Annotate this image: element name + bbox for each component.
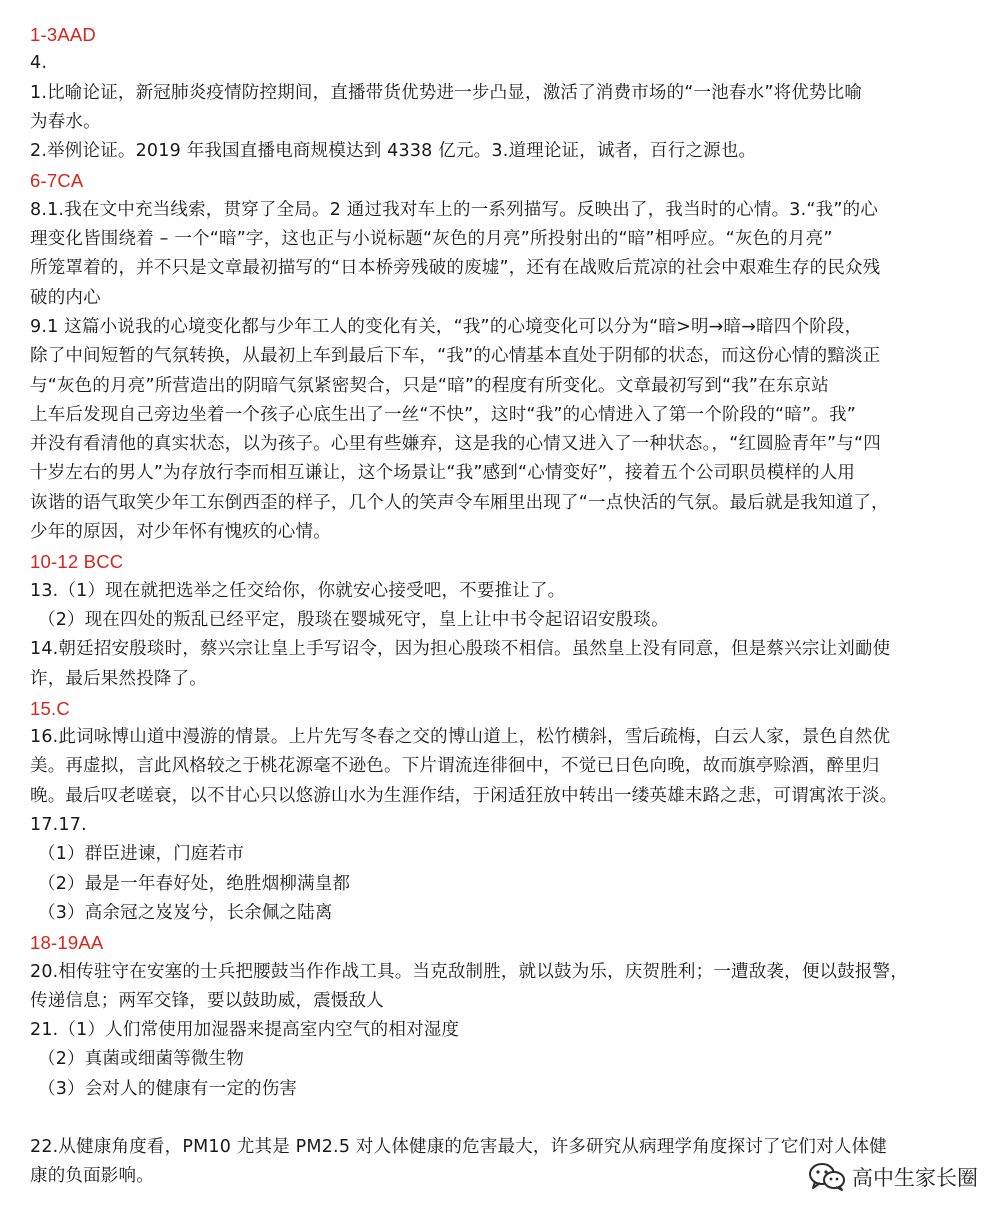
answer-lines [30, 20, 985, 1192]
answer-line: （2）真菌或细菌等微生物 [38, 1049, 245, 1070]
answer-line: （1）群臣进谏，门庭若市 [38, 844, 245, 865]
answer-line: 16.此词咏博山道中漫游的情景。上片先写冬春之交的博山道上，松竹横斜，雪后疏梅，白云人家，景色自然优 [30, 727, 891, 748]
answer-line: 22.从健康角度看，PM10 尤其是 PM2.5 对人体健康的危害最大，许多研究从病理学角度探讨了它们对人体健 [30, 1136, 887, 1157]
answer-line: 8.1.我在文中充当线索，贯穿了全局。2 通过我对车上的一系列描写。反映出了，我当时的心情。3.“我”的心 [30, 199, 879, 220]
answer-line: 十岁左右的男人”为存放行李而相互谦让，这个场景让“我”感到“心情变好”，接着五个公司职员模样的人用 [30, 463, 856, 484]
answer-line: 少年的原因，对少年怀有愧疚的心情。 [30, 522, 331, 543]
answer-line: 理变化皆围绕着 – 一个“暗”字，这也正与小说标题“灰色的月亮”所投射出的“暗”相呼应。“灰色的月亮” [30, 229, 833, 250]
answer-line: （2）现在四处的叛乱已经平定，殷琰在婴城死守，皇上让中书令起诏诏安殷琰。 [38, 609, 669, 630]
choice-answer-key: 6-7CA [30, 170, 84, 192]
answer-line: （2）最是一年春好处，绝胜烟柳满皇都 [38, 873, 351, 894]
watermark-text: 高中生家长圈 [852, 1166, 978, 1190]
choice-answer-key: 1-3AAD [30, 24, 96, 45]
answer-line: 1.比喻论证，新冠肺炎疫情防控期间，直播带货优势进一步凸显，激活了消费市场的“一池春水”将优势比喻 [30, 82, 863, 103]
answer-line: 并没有看清他的真实状态，以为孩子。心里有些嫌弃，这是我的心情又进入了一种状态。，“红圆脸青年”与“四 [30, 434, 881, 455]
answer-line: 诙谐的语气取笑少年工东倒西歪的样子，几个人的笑声令车厢里出现了“一点快活的气氛。最后就是我知道了， [30, 492, 889, 513]
choice-answer-key: 10-12 BCC [30, 551, 124, 573]
answer-line: 晚。最后叹老嗟衰，以不甘心只以悠游山水为生涯作结，于闲适狂放中转出一缕英雄末路之悲，可谓寓浓于淡。 [30, 785, 898, 806]
answer-line: 9.1 这篇小说我的心境变化都与少年工人的变化有关，“我”的心境变化可以分为“暗>明→暗→暗四个阶段， [30, 316, 863, 337]
answer-line: 诈，最后果然投降了。 [30, 668, 207, 689]
answer-line: 破的内心 [30, 287, 101, 308]
answer-line: 所笼罩着的，并不只是文章最初描写的“日本桥旁残破的废墟”，还有在战败后荒凉的社会中艰难生存的民众残 [30, 258, 881, 279]
answer-line: 上车后发现自己旁边坐着一个孩子心底生出了一丝“不快”，这时“我”的心情进入了第一个阶段的“暗”。我” [30, 404, 856, 425]
choice-answer-key: 18-19AA [30, 932, 104, 954]
answer-line: （3）会对人的健康有一定的伤害 [38, 1078, 298, 1099]
choice-answer-key: 15.C [30, 697, 70, 719]
answer-line: 传递信息；两军交锋，要以鼓助威，震慑敌人 [30, 990, 384, 1011]
answer-line: 21.（1）人们常使用加湿器来提高室内空气的相对湿度 [30, 1020, 460, 1041]
answer-sheet [30, 20, 985, 1192]
answer-line: 为春水。 [30, 111, 101, 132]
answer-line: 17.17. [30, 815, 87, 836]
answer-line: 美。再虚拟，言此风格较之于桃花源毫不逊色。下片谓流连徘徊中，不觉已日色向晚，故而旗亭赊酒，醉里归 [30, 756, 880, 777]
answer-line: 14.朝廷招安殷琰时，蔡兴宗让皇上手写诏令，因为担心殷琰不相信。虽然皇上没有同意，但是蔡兴宗让刘勔使 [30, 639, 891, 660]
wechat-icon [808, 1162, 846, 1192]
watermark [808, 1162, 978, 1192]
answer-line: 2.举例论证。2019 年我国直播电商规模达到 4338 亿元。3.道理论证，诚者，百行之源也。 [30, 141, 757, 162]
answer-line: 康的负面影响。 [30, 1166, 154, 1187]
answer-line: 20.相传驻守在安塞的士兵把腰鼓当作作战工具。当克敌制胜，就以鼓为乐，庆贺胜利；一遭敌袭，便以鼓报警， [30, 961, 909, 982]
answer-line: 除了中间短暂的气氛转换，从最初上车到最后下车，“我”的心情基本直处于阴郁的状态，而这份心情的黯淡正 [30, 346, 881, 367]
blank-line [30, 1104, 985, 1133]
answer-line: （3）高余冠之岌岌兮，长余佩之陆离 [38, 902, 333, 923]
answer-line: 4. [30, 53, 48, 74]
answer-line: 与“灰色的月亮”所营造出的阴暗气氛紧密契合，只是“暗”的程度有所变化。文章最初写到“我”在东京站 [30, 375, 829, 396]
answer-line: 13.（1）现在就把选举之任交给你，你就安心接受吧，不要推让了。 [30, 580, 566, 601]
